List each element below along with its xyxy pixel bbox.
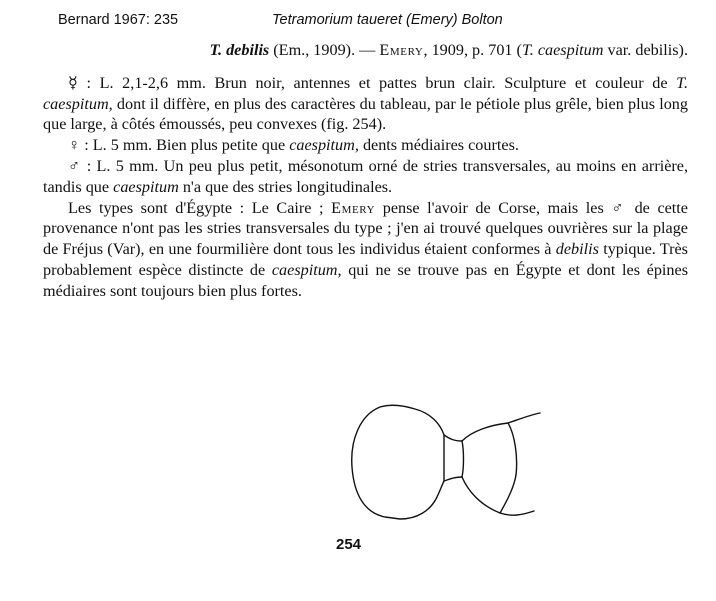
document-body [43, 40, 688, 302]
worker-italic: T. caespitum, [43, 73, 688, 113]
female-description [43, 135, 688, 156]
worker-description [43, 73, 688, 135]
types-paragraph [43, 198, 688, 302]
citation-label: Bernard 1967: 235 [58, 12, 179, 28]
female-symbol-icon: ♀ [68, 136, 81, 155]
taxon-heading: Tetramorium taueret (Emery) Bolton [272, 12, 503, 28]
figure-number: 254 [336, 536, 362, 553]
reference-tail: var. debilis). [603, 41, 688, 59]
types-text-5: qui ne se trouve pas en Égypte et dont les épines médiaires sont toujours bien plus fortes. [43, 260, 688, 300]
types-text-2: pense l'avoir de Corse, mais les [375, 198, 612, 217]
female-italic: caespitum, [289, 136, 359, 155]
types-italic-1: debilis [555, 240, 599, 259]
female-text-2: dents médiaires courtes. [358, 136, 519, 155]
male-symbol-icon: ♂ [68, 156, 82, 175]
male-text-2: n'a que des stries longitudinales. [178, 177, 393, 196]
reference-taxon: T. caespitum [521, 41, 604, 59]
male-text-1: : L. 5 mm. Un peu plus petit, mésonotum orné de stries transversales, au moins en arrière, tandis que [43, 156, 689, 196]
petiole-drawing [340, 395, 560, 535]
male-italic: caespitum [113, 177, 179, 196]
species-name: T. debilis [209, 41, 270, 59]
types-male-symbol-icon: ♂ [611, 198, 628, 217]
species-title-line [43, 40, 688, 61]
worker-text-1: : L. 2,1-2,6 mm. Brun noir, antennes et pattes brun clair. Sculpture et couleur de [77, 73, 677, 92]
species-author: (Em., 1909). — [273, 41, 380, 59]
types-text-4: typique. Très probablement espèce distincte de [43, 240, 688, 279]
page-header [0, 12, 716, 32]
worker-symbol-icon: ☿ [68, 73, 78, 92]
reference-citation: , 1909, p. 701 ( [423, 41, 522, 59]
types-text-1: Les types sont d'Égypte : Le Caire ; [68, 198, 332, 217]
male-description [43, 156, 688, 198]
types-author: Emery [331, 198, 376, 217]
worker-text-2: dont il diffère, en plus des caractères du tableau, par le pétiole plus grêle, bien plus long que large, à côtés émoussés, peu convexes (fig. 254). [43, 94, 688, 134]
female-text-1: : L. 5 mm. Bien plus petite que [80, 136, 290, 155]
reference-author: Emery [379, 41, 424, 59]
types-italic-2: caespitum, [271, 260, 342, 279]
types-text-3: de cette provenance n'ont pas les stries transversales du type ; j'en ai trouvé quelques ouvrières sur la plage de Fréjus (Var), en une fourmilière dont tous les individus étaient conformes à [43, 198, 688, 259]
